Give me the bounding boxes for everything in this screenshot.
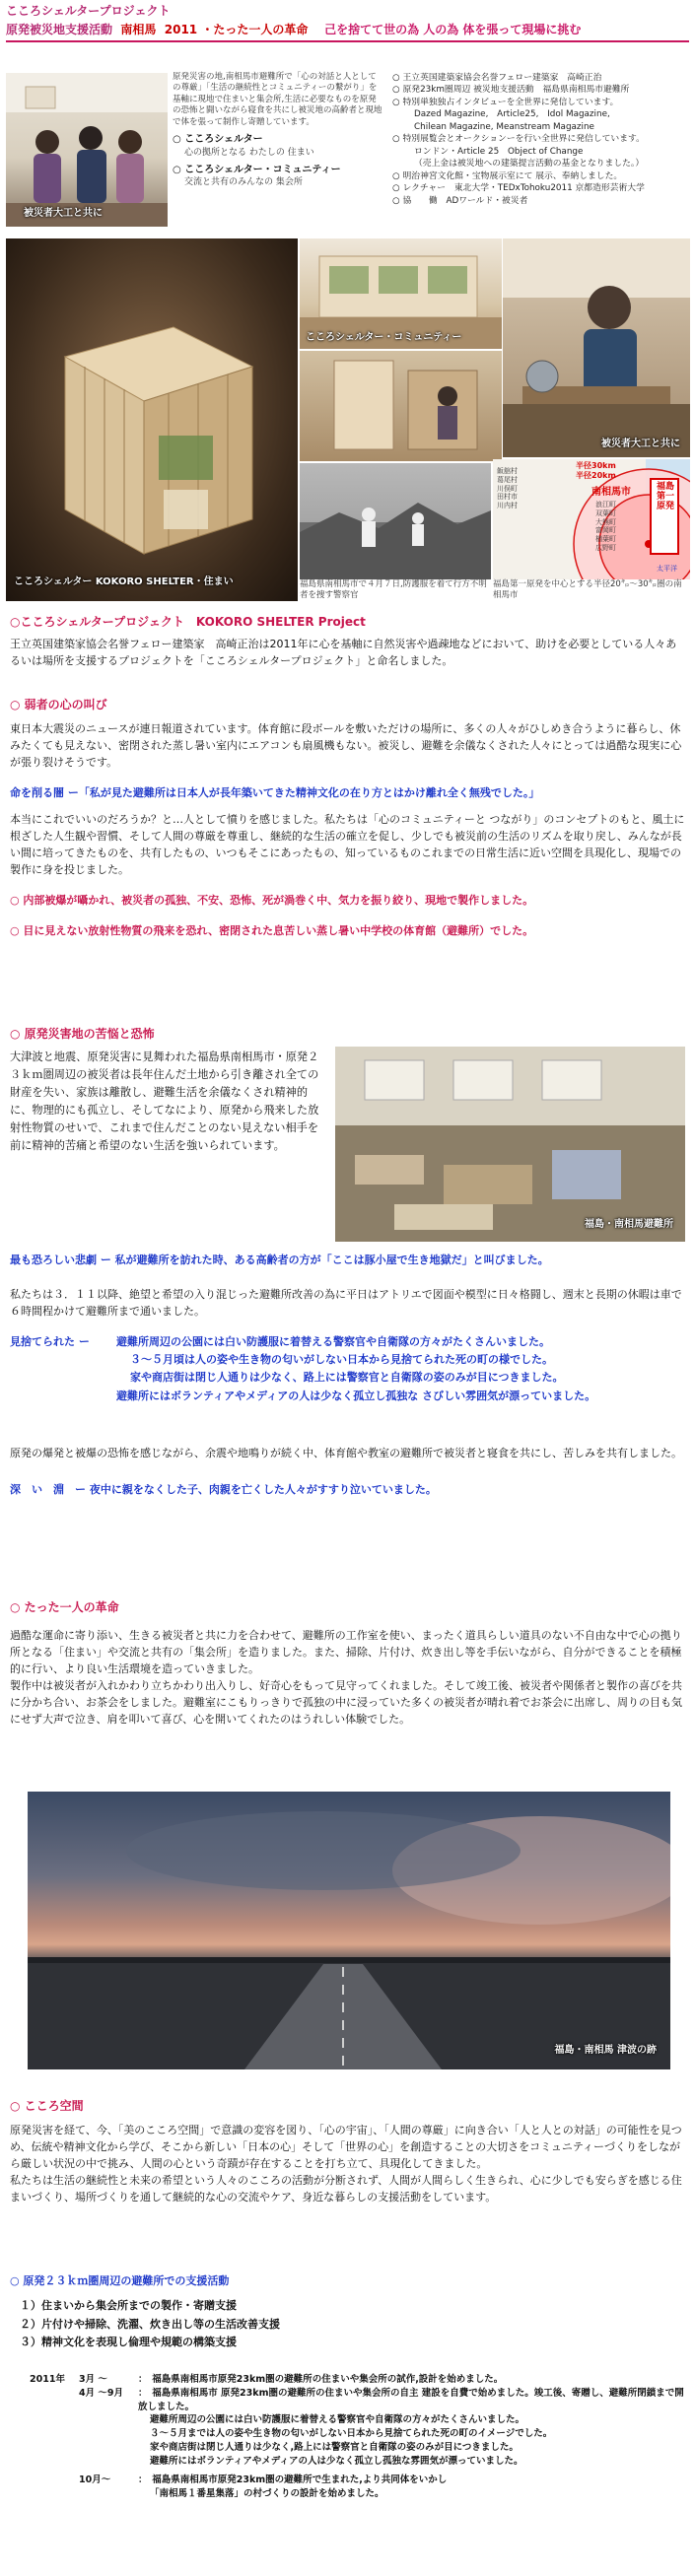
timeline-year <box>30 2413 79 2427</box>
timeline-month <box>79 2413 150 2427</box>
work-photo <box>503 238 690 457</box>
map-place: 葛尾村 <box>497 475 518 484</box>
timeline-row <box>30 2474 690 2487</box>
timeline-month: 10月～ <box>79 2474 111 2486</box>
timeline-row <box>30 2427 690 2441</box>
intro-item-2-sub: 交流と共有のみんなの 集会所 <box>184 177 303 188</box>
profile-line: ○ 特別展覧会とオークションーを行い全世界に発信しています。 <box>392 134 645 145</box>
timeline-month: 3月 ～ <box>79 2374 107 2385</box>
section-space-text-2: 私たちは生活の継続性と未来の希望という人々のこころの活動が分断されず、人間が人間らしく生きられ、心に少しでも安らぎを感じる住まいづくり、場所づくりを通して継続的な心の交流やケア、身近な暮らしの支援活動をしています。 <box>10 2173 682 2203</box>
scene-illustration <box>300 463 491 579</box>
profile-line: ○ 王立英国建築家協会名誉フェロー建築家 高崎正治 <box>392 73 602 83</box>
timeline-text: 避難所にはボランティアやメディアの人は少なく孤立し孤独な雰囲気が漂っていました。 <box>150 2455 523 2467</box>
support-item: １）住まいから集会所までの製作・寄贈支援 <box>20 2299 237 2313</box>
map-sea: 太平洋 <box>657 565 677 573</box>
community-photo <box>300 238 502 349</box>
timeline-text: ： 福島県南相馬市原発23km圏の避難所の住まいや集会所の試作,設計を始めました。 <box>138 2374 504 2385</box>
map-place: 浪江町 <box>595 501 616 508</box>
profile-line: Dazed Magazine, Article25, Idol Magazine, <box>414 109 610 120</box>
abandoned-lines <box>116 1333 685 1405</box>
title-c: 2011 <box>164 22 198 36</box>
title-a: 原発被災地支援活動 <box>6 22 113 36</box>
timeline-month: 4月 ～9月 <box>79 2387 124 2399</box>
section-project-title: ○こころシェルタープロジェクト KOKORO SHELTER Project <box>10 615 366 629</box>
section-cry-bullet-1: ○ 内部被爆が囁かれ、被災者の孤独、不安、恐怖、死が渦巻く中、気力を振り絞り、現地で製作しました。 <box>10 893 534 907</box>
timeline-year <box>30 2441 79 2455</box>
section-misery-quote-2: 深 い 淵 ー 夜中に親をなくした子、肉親を亡くした人々がすすり泣いていました。 <box>10 1482 437 1496</box>
profile-block <box>392 72 690 207</box>
section-space <box>10 2097 685 2205</box>
timeline-month <box>79 2441 150 2455</box>
header-title <box>6 21 689 39</box>
intro-item-2: ○ こころシェルター・コミュニティー <box>173 164 341 175</box>
section-support-title: ○ 原発２３ｋｍ圏周辺の避難所での支援活動 <box>10 2274 230 2287</box>
map-place: 富岡町 <box>595 526 616 535</box>
carpenter-caption: 被災者大工と共に <box>24 207 103 219</box>
gym-caption: 福島・南相馬避難所 <box>585 1218 673 1230</box>
support-item: ２）片付けや掃除、洗濯、炊き出し等の生活改善支援 <box>20 2317 280 2331</box>
shelter-model-illustration <box>6 238 298 601</box>
section-misery-text-1: 大津波と地震、原発災害に見舞われた福島県南相馬市・原発２３ｋｍ圏周辺の被災者は長年住んだ土地から引き離され全ての財産を失い、家族は離散し、避難生活を余儀なくされ精神的に、物理的にも孤立し、そしてなにより、原発から飛来した放射性物質のせいで、これまで住んだことのない見えない相手を前に精神的苦痛と希望のない生活を強いられています。 <box>10 1051 319 1152</box>
map-r20: 半径20km <box>576 471 616 480</box>
timeline-year <box>30 2387 79 2414</box>
section-cry <box>10 696 685 939</box>
intro-text: 原発災害の地,南相馬市避難所で「心の対話と人としての尊厳」「生活の継続性とコミュニティーの繋がり」を基軸に現地で住まいと集会所,生活に必要なものを原発の恐怖と闘いながら寝食を共にし被災地の高齢者と現地で体を張って制作し寄贈しています。 <box>173 72 382 127</box>
timeline-year <box>30 2474 79 2487</box>
interior-illustration <box>300 351 502 461</box>
section-misery-text-2: 私たちは３．１１以降、絶望と希望の入り混じった避難所改善の為に平日はアトリエで図面や模型に日々格闘し、週末と長期の休暇は車で６時間程かけて避難所まで通いました。 <box>10 1288 682 1319</box>
timeline-year <box>30 2427 79 2441</box>
map-places-west <box>497 467 518 510</box>
timeline-row <box>30 2441 690 2455</box>
map-place: 川俣町 <box>497 484 518 493</box>
intro-item-1-sub: 心の拠所となる わたしの 住まい <box>184 147 314 158</box>
gym-photo <box>335 1047 685 1242</box>
timeline-month <box>79 2455 150 2469</box>
section-revolution-text-1: 過酷な運命に寄り添い、生きる被災者と共に力を合わせて、避難所の工作室を使い、まったく道具らしい道具のない不自由な中で心の拠り所となる「住まい」や交流と共有の「集会所」を造りました。また、掃除、片付け、炊き出し等を手伝いながら、自分ができることを積極的に行い、より良い生活環境を造っていきました。 <box>10 1628 682 1675</box>
section-misery-continued <box>10 1252 685 1498</box>
community-caption: こころシェルター・コミュニティー <box>306 331 462 343</box>
abandoned-line: 避難所周辺の公園には白い防護服に着替える警察官や自衛隊の方々がたくさんいました。 <box>116 1335 550 1349</box>
section-project-text: 王立英国建築家協会名誉フェロー建築家 高崎正治は2011年に心を基軸に自然災害や過疎地などにおいて、助けを必要としている人々あるいは場所を支援するプロジェクトを「こころシェルタープロジェクト」と命名しました。 <box>10 637 677 667</box>
interior-photo <box>300 351 502 461</box>
section-project <box>10 613 685 669</box>
title-b: 南相馬 <box>120 22 157 36</box>
timeline-text: ： 福島県南相馬市 原発23km圏の避難所の住まいや集会所の自主 建設を自費で始めました。竣工後、寄贈し、避難所閉鎖まで開放しました。 <box>138 2387 684 2412</box>
map-place: 双葉町 <box>595 508 616 517</box>
carpenter-photo <box>6 73 168 227</box>
header-divider <box>6 40 689 42</box>
intro-block <box>173 72 384 189</box>
section-misery-text-3: 原発の爆発と被爆の恐怖を感じながら、余震や地鳴りが続く中、体育館や教室の避難所で被災者と寝食を共にし、苦しみを共有しました。 <box>10 1446 682 1459</box>
map-r30: 半径30km <box>576 461 616 470</box>
section-cry-text-1: 東日本大震災のニュースが連日報道されています。体育館に段ボールを敷いただけの場所に、多くの人々がひしめき合うように暮らし、休みたくても見えない、密閉された蒸し暑い室内にエアコンも扇風機もない。被災し、避難を余儀なくされた人々にとっては過酷な現実に心が張り裂けそうです。 <box>10 721 682 769</box>
work-caption: 被災者大工と共に <box>601 438 680 449</box>
support-item: ３）精神文化を表現し倫理や規範の構築支援 <box>20 2336 237 2349</box>
abandoned-line: 避難所にはボランティアやメディアの人は少なく孤立し孤独な さびしい雰囲気が漂っていました。 <box>116 1389 596 1402</box>
timeline-year <box>30 2487 79 2501</box>
profile-line: ○ 明治神宮文化館・宝物展示室にて 展示、奉納しました。 <box>392 170 623 181</box>
section-space-title: ○ こころ空間 <box>10 2099 84 2113</box>
work-illustration <box>503 238 690 457</box>
timeline-year: 2011年 <box>30 2374 65 2385</box>
profile-line: ○ レクチャー 東北大学・TEDxTohoku2011 京都造形芸術大学 <box>392 183 645 194</box>
timeline-month <box>79 2427 150 2441</box>
map-place: 川内村 <box>497 502 518 509</box>
section-misery-title: ○ 原発災害地の苦悩と恐怖 <box>10 1027 155 1041</box>
map-city: 南相馬市 <box>591 487 631 498</box>
map-place: 大熊町 <box>595 517 616 526</box>
scene-caption: 福島県南相馬市で４月７日,防護服を着て行方不明者を捜す警察官 <box>300 579 491 603</box>
intro-item-1: ○ こころシェルター <box>173 134 263 146</box>
map-places-coast <box>595 501 616 553</box>
profile-line: （売上金は被災地への建築提言活動の基金となりました。） <box>414 159 645 169</box>
section-revolution-title: ○ たった一人の革命 <box>10 1600 119 1614</box>
scene-photo <box>300 463 491 603</box>
timeline <box>30 2373 690 2501</box>
profile-line: ロンドン・Article 25 Object of Change <box>414 146 584 157</box>
map-place: 広野町 <box>595 543 616 552</box>
support-list <box>10 2297 685 2352</box>
timeline-text: ： 福島県南相馬市原発23km圏の避難所で生まれた,より共同体をいかし <box>138 2474 448 2486</box>
map-place: 楢葉町 <box>595 535 616 543</box>
profile-line: ○ 原発23km圏周辺 被災地支援活動 福島県南相馬市避難所 <box>392 85 630 96</box>
page-header <box>6 2 689 42</box>
timeline-row <box>30 2413 690 2427</box>
section-cry-title: ○ 弱者の心の叫び <box>10 698 107 712</box>
timeline-text: 避難所周辺の公園には白い防護服に着替える警察官や自衛隊の方々がたくさんいました。 <box>150 2414 525 2426</box>
section-revolution <box>10 1598 685 1728</box>
timeline-row <box>30 2487 690 2501</box>
section-cry-bullet-2: ○ 目に見えない放射性物質の飛来を恐れ、密閉された息苦しい蒸し暑い中学校の体育館（避難所）でした。 <box>10 924 534 938</box>
sunset-caption: 福島・南相馬 津波の跡 <box>554 2044 657 2056</box>
map-place: 飯舘村 <box>497 467 518 475</box>
shelter-photo <box>6 238 298 601</box>
section-space-text-1: 原発災害を経て、今、「美のこころ空間」で意識の変容を図り、「心の宇宙」、「人間の尊厳」に向き合い「人と人との対話」の可能性を見つめ、伝統や精神文化から学び、そこから新しい「日本の心」そして「世界の心」を創造することの大切さをコミュニティーづくりをしながら厳しい状況の中で挑み、人間の心という奇蹟が存在することを打ち立て、具現化してきました。 <box>10 2123 682 2170</box>
abandoned-line: 家や商店街は閉じ人通りは少なく、路上には警察官と自衛隊の姿のみが目につきました。 <box>130 1371 564 1385</box>
shelter-caption: こころシェルター KOKORO SHELTER・住まい <box>14 576 234 587</box>
timeline-row <box>30 2373 690 2387</box>
sunset-illustration <box>28 1792 670 2069</box>
section-cry-text-2: 本当にこれでいいのだろうか？と…人として憤りを感じました。私たちは「心のコミュニティーと つながり」のコンセプトのもと、風土に根ざした人生観や習慣、そして人間の尊厳を尊重し、継続的な生活の確立を促し、少しでも被災前の生活のリズムを取り戻し、みんなが長い間に培ってきたものを、共有したもの、いつもそこにあったもの、知っているものこれまでの日常生活に近い空間を具現化し、現場での製作に身を投じました。 <box>10 812 685 876</box>
profile-line: ○ 協 働 ADワールド・被災者 <box>392 195 528 206</box>
map-plant: 福島第一原発 <box>657 482 675 511</box>
section-cry-quote: 命を削る闇 ー「私が見た避難所は日本人が長年築いてきた精神文化の在り方とはかけ離れ全く無残でした。」 <box>10 785 540 799</box>
map-caption: 福島第一原発を中心とする半径20㌔〜30㌔圏の南相馬市 <box>493 579 690 603</box>
section-support <box>10 2272 685 2352</box>
gym-illustration <box>335 1047 685 1242</box>
timeline-text: ３～５月までは人の姿や生き物の匂いがしない日本から見捨てられた死の町のイメージでした。 <box>150 2428 553 2440</box>
timeline-row <box>30 2455 690 2469</box>
carpenter-illustration <box>6 73 168 227</box>
timeline-month <box>79 2487 150 2501</box>
title-d: ・たった一人の革命 <box>201 22 309 36</box>
timeline-row <box>30 2387 690 2414</box>
abandoned-label: 見捨てられた ー <box>10 1335 90 1349</box>
evacuation-map <box>493 459 690 603</box>
section-misery-quote: 最も恐ろしい悲劇 ー 私が避難所を訪れた時、ある高齢者の方が「ここは豚小屋で生き地獄だ」と叫びました。 <box>10 1254 549 1266</box>
timeline-text: 「南相馬１番星集落」の村づくりの設計を始めました。 <box>150 2488 384 2500</box>
project-name: こころシェルタープロジェクト <box>6 4 171 18</box>
slogan: 己を捨てて世の為 人の為 体を張って現場に挑む <box>324 22 582 36</box>
section-misery <box>10 1025 685 1044</box>
profile-line: Chilean Magazine, Meanstream Magazine <box>414 121 594 132</box>
section-revolution-text-2: 製作中は被災者が入れかわり立ちかわり出入りし、好奇心をもって見守ってくれました。そして竣工後、被災者や関係者と製作の喜びを共に分かち合い、お茶会をしました。避難室にこもりっきりで孤独の中に浸っていた多くの被災者が晴れ着でお茶会に出席し、周りの目も気にせず大声で泣き、肩を叩いて喜び、心を開いてくれたのはうれしい体験でした。 <box>10 1678 682 1726</box>
map-place: 田村市 <box>497 493 518 502</box>
sunset-photo <box>28 1792 670 2069</box>
abandoned-line: ３～５月頃は人の姿や生き物の匂いがしない日本から見捨てられた死の町の様でした。 <box>130 1353 553 1367</box>
abandoned-block <box>10 1333 685 1405</box>
timeline-year <box>30 2455 79 2469</box>
profile-line: ○ 特別単独独占インタビューを全世界に発信しています。 <box>392 97 619 107</box>
timeline-text: 家や商店街は閉じ人通りは少なく,路上には警察官と自衛隊の姿のみが目につきました。 <box>150 2441 519 2453</box>
